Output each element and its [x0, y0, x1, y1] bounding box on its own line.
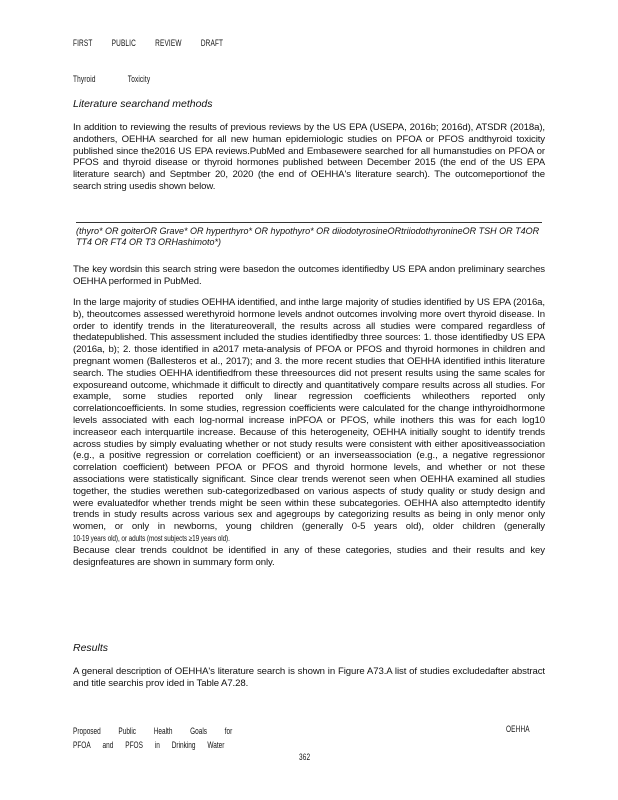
footer-word: PFOS: [125, 740, 143, 750]
footer-word: Drinking: [171, 740, 196, 750]
footer-word: Proposed: [73, 726, 101, 736]
footer-agency: OEHHA: [506, 724, 530, 734]
footer-word: in: [154, 740, 160, 750]
page-number: 362: [299, 752, 311, 762]
section-title: [73, 74, 150, 84]
footer-word: Public: [118, 726, 137, 736]
header-word: PUBLIC: [111, 38, 136, 48]
results-paragraph: A general description of OEHHA's literature search is shown in Figure A73.A list of studies excludedafter abstract and title searchis prov ided in Table A7.28.: [73, 666, 545, 689]
results-subheading: Results: [73, 642, 109, 654]
intro-paragraph: In addition to reviewing the results of previous reviews by the US EPA (USEPA, 2016b; 2016d), ATSDR (2018a), andothers, OEHHA searched for all new human epidemiologic studies on PFOA or PFOS andthyroid toxicity published since the2016 US EPA reviews.PubMed and Embasewere searched for all humanstudies on PFOA or PFOS and thyroid disease or thyroid hormones published between December 2015 (the end of the US EPA literature search) and Septmber 20, 2020 (the end of OEHHA's literature search). The outcomeportionof the search string usedis shown below.: [73, 122, 545, 192]
search-string: (thyro* OR goiterOR Grave* OR hyperthyro* OR hypothyro* OR diiodotyrosineORtriiodothyronineOR TSH OR T4OR TT4 OR FT4 OR T3 ORHashimoto*): [76, 222, 542, 248]
section-title-word: Toxicity: [127, 74, 151, 84]
methods-paragraph: [73, 297, 545, 568]
methods-paragraph-small: 10-19 years old), or adults (most subjects ≥19 years old).: [73, 533, 230, 543]
footer-title: [73, 724, 248, 752]
page-header: [73, 38, 223, 48]
footer-word: Goals: [190, 726, 208, 736]
footer-word: and: [102, 740, 114, 750]
footer-word: PFOA: [73, 740, 91, 750]
footer-word: Water: [207, 740, 225, 750]
keywords-paragraph: The key wordsin this search string were basedon the outcomes identifiedby US EPA andon preliminary searches OEHHA performed in PubMed.: [73, 264, 545, 287]
section-title-word: Thyroid: [73, 74, 96, 84]
methods-subheading: Literature searchand methods: [73, 98, 213, 110]
footer-word: for: [224, 726, 233, 736]
footer-word: Health: [153, 726, 173, 736]
header-word: REVIEW: [155, 38, 182, 48]
methods-paragraph-tail: Because clear trends couldnot be identified in any of these categories, studies and their results and key designfeatures are shown in summary form only.: [73, 544, 545, 568]
header-word: FIRST: [73, 38, 93, 48]
header-word: DRAFT: [200, 38, 224, 48]
methods-paragraph-main: In the large majority of studies OEHHA identified, and inthe large majority of studies identified by US EPA (2016a, b), theoutcomes assessed werethyroid hormone levels andnot outcomes involving more overt thyroid disease. In order to identify trends in the literatureoverall, the results across all studies were compared regardless of thedatepublished. This assessment included the studies identifiedby three sources: 1. those identifiedby US EPA (2016a, b); 2. those identified in a2017 meta-analysis of PFOA or PFOS and thyroid hormones in children and pregnant women (Ballesteros et al., 2017); and 3. the more recent studies that OEHHA identified inthis literature search. The studies OEHHA identifiedfrom these threesources did not present results using the same scales for exposureand outcome, whichmade it difficult to directly and quantitatively compare results across all studies. For example, some studies reported only linear regression coefficients whileothers reported only correlationcoefficients. In some studies, regression coefficients were calculated for the change inthyroidhormone levels associated with each log-normal increase inPFOA or PFOS, while inothers this was for each log10 increaseor each interquartile increase. Because of this heterogeneity, OEHHA initially sought to identify trends across studies by simply evaluating whether or not study results were consistent with either apositiveassociation (e.g., a positive regression or correlation coefficient) or an inverseassociation (e.g., a negative regressionor correlation coefficient) between PFOA or PFOS and thyroid hormone levels, and whether or not these associations were statistically significant. Since clear trends werenot seen when OEHHA examined all studies together, the studies werethen sub-categorizedbased on various aspects of study quality or study design and were evaluatedfor whether trends might be seen within these subcategories. OEHHA also attemptedto identify trends in study results across various sex and agegroups by categorizing results as being in only menor only women, or only in newborns, young children (generally 0-5 years old), older children (generally: [73, 297, 545, 533]
